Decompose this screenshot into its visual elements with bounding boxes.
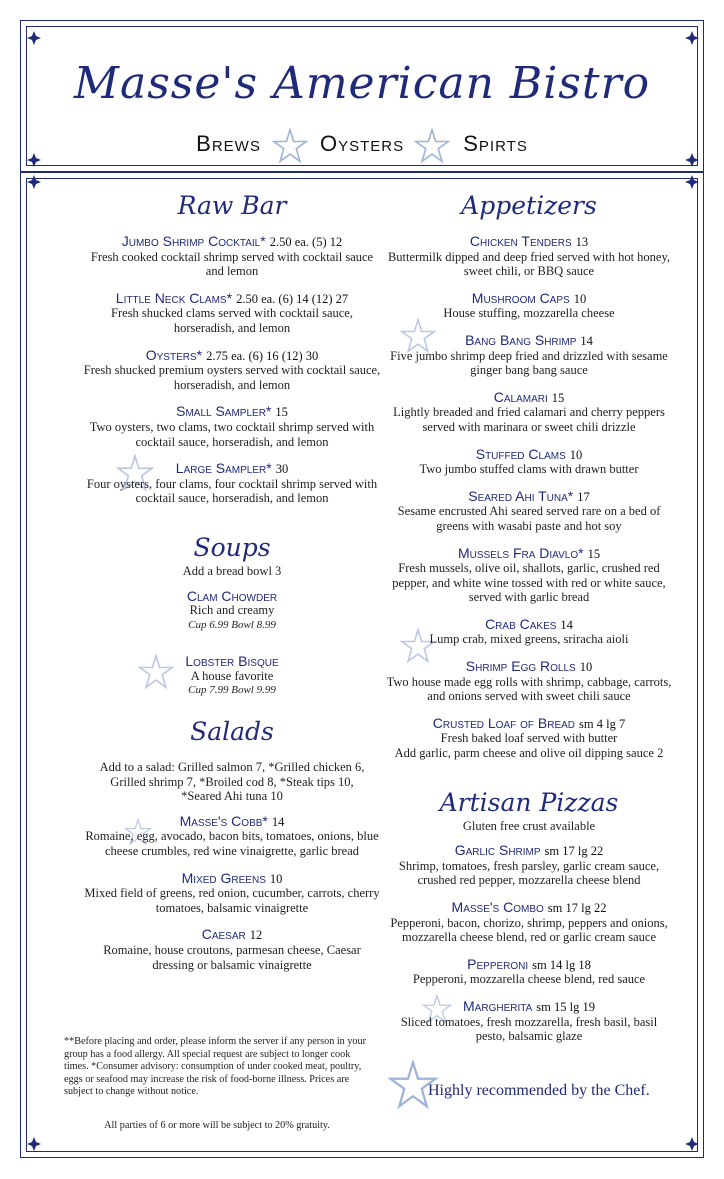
menu-item [386, 546, 672, 605]
item-price: 15 [587, 546, 601, 561]
menu-item [386, 333, 672, 378]
item-price: 15 [551, 390, 565, 405]
item-desc: Rich and creamy [189, 603, 275, 618]
salads-note: Add to a salad: Grilled salmon 7, *Grilled chicken 6, Grilled shrimp 7, *Broiled cod 8, *Steak tips 10, *Seared Ahi tuna 10 [99, 760, 365, 804]
item-name: Little Neck Clams* [115, 289, 233, 306]
item-name: Small Sampler* [176, 403, 272, 420]
item-desc: Fresh baked loaf served with butter [440, 731, 618, 746]
item-price: 15 [275, 405, 288, 420]
menu-item [82, 234, 382, 279]
item-price: 10 [579, 660, 593, 675]
item-price: 2.50 ea. (5) 12 [269, 235, 343, 249]
item-price: sm 17 lg 22 [547, 901, 607, 915]
item-price: sm 15 lg 19 [536, 999, 595, 1014]
item-name: Lobster Bisque [185, 653, 279, 670]
flourish-corner-icon [684, 30, 700, 46]
menu-item [386, 716, 672, 761]
item-extra: Add garlic, parm cheese and olive oil dipping sauce 2 [394, 746, 664, 761]
item-price: 12 [249, 928, 263, 943]
item-desc: Five jumbo shrimp deep fried and drizzled with sesame ginger bang bang sauce [390, 348, 668, 378]
soups-title: Soups [193, 532, 271, 562]
tagline [0, 131, 724, 157]
item-name: Masse's Combo [451, 899, 544, 915]
menu-item [386, 291, 672, 321]
item-desc: Shrimp, tomatoes, fresh parsley, garlic cream sauce, crushed red pepper, mozzarella cheese blend [398, 858, 660, 888]
item-name: Margherita [463, 997, 533, 1014]
item-desc: Pepperoni, mozzarella cheese blend, red sauce [412, 972, 646, 987]
item-price: sm 17 lg 22 [544, 844, 604, 859]
item-price: 30 [275, 462, 289, 477]
item-desc: A house favorite [190, 668, 274, 683]
menu-item [82, 814, 382, 859]
item-name: Mixed Greens [181, 869, 266, 886]
item-desc: Romaine, house croutons, parmesan cheese, Caesar dressing or balsamic vinaigrette [103, 943, 361, 972]
menu-item [386, 447, 672, 477]
item-price: 10 [569, 447, 583, 462]
menu-item [386, 234, 672, 279]
item-desc: Two oysters, two clams, two cocktail shrimp served with cocktail sauce, horseradish, and lemon [89, 419, 375, 449]
menu-item [386, 659, 672, 704]
item-name: Large Sampler* [175, 460, 272, 477]
restaurant-title: Masse's American Bistro [73, 58, 651, 109]
menu-item [386, 843, 672, 888]
item-price: 10 [269, 871, 283, 886]
item-desc: Fresh shucked premium oysters served with cocktail sauce, horseradish, and lemon [83, 363, 381, 392]
item-name: Jumbo Shrimp Cocktail* [121, 233, 266, 249]
tagline-oysters: Oysters [319, 131, 405, 156]
item-name: Garlic Shrimp [454, 842, 541, 859]
item-price: 14 [560, 617, 573, 632]
starfish-icon [272, 128, 308, 164]
flourish-corner-icon [26, 1136, 42, 1152]
item-desc: Lump crab, mixed greens, sriracha aioli [429, 632, 629, 647]
item-name: Shrimp Egg Rolls [465, 658, 576, 675]
menu-item [82, 927, 382, 972]
item-name: Stuffed Clams [475, 445, 566, 462]
flourish-corner-icon [684, 174, 700, 190]
menu-item [82, 404, 382, 449]
menu-item [386, 957, 672, 987]
menu-item [386, 900, 672, 945]
item-name: Bang Bang Shrimp [465, 331, 577, 348]
item-name: Crusted Loaf of Bread [432, 714, 576, 731]
item-price: 14 [580, 333, 593, 348]
salads-title: Salads [190, 717, 274, 747]
menu-item [386, 390, 672, 435]
chef-recommendation: Highly recommended by the Chef. [428, 1082, 650, 1099]
menu-item [82, 348, 382, 393]
item-name: Clam Chowder [186, 587, 278, 604]
menu-item [82, 654, 382, 698]
item-name: Mussels Fra Diavlo* [457, 544, 584, 561]
flourish-corner-icon [26, 174, 42, 190]
item-price: 17 [577, 489, 590, 504]
item-desc: Buttermilk dipped and deep fried served with hot honey, sweet chili, or BBQ sauce [387, 249, 671, 279]
item-name: Crab Cakes [485, 615, 557, 632]
flourish-corner-icon [26, 30, 42, 46]
item-name: Masse's Cobb* [179, 812, 268, 829]
soups-note: Add a bread bowl 3 [182, 563, 282, 578]
starfish-icon [414, 128, 450, 164]
item-desc: House stuffing, mozzarella cheese [443, 306, 615, 321]
menu-item [82, 461, 382, 506]
item-price: 2.75 ea. (6) 16 (12) 30 [206, 348, 319, 363]
item-price: 10 [573, 291, 587, 306]
menu-item [386, 999, 672, 1044]
item-sub: Cup 6.99 Bowl 8.99 [188, 618, 276, 631]
menu-item [386, 489, 672, 534]
item-desc: Lightly breaded and fried calamari and cherry peppers served with marinara or sweet chili drizzle [393, 405, 665, 434]
item-name: Mushroom Caps [471, 289, 570, 306]
menu-item [386, 617, 672, 647]
item-name: Pepperoni [467, 955, 529, 972]
item-desc: Pepperoni, bacon, chorizo, shrimp, peppers and onions, mozzarella cheese blend, red or garlic cream sauce [390, 915, 668, 945]
pizzas-note: Gluten free crust available [462, 818, 596, 833]
raw-bar-title: Raw Bar [177, 191, 287, 220]
item-price: 2.50 ea. (6) 14 (12) 27 [236, 291, 349, 306]
right-column [386, 190, 672, 1056]
item-price: sm 14 lg 18 [532, 957, 591, 972]
item-desc: Fresh cooked cocktail shrimp served with cocktail sauce and lemon [90, 249, 374, 279]
pizzas-title: Artisan Pizzas [439, 787, 619, 817]
flourish-corner-icon [684, 1136, 700, 1152]
item-price: sm 4 lg 7 [579, 716, 626, 731]
menu-item [82, 291, 382, 336]
gratuity-note: All parties of 6 or more will be subject to 20% gratuity. [104, 1120, 330, 1131]
item-desc: Four oysters, four clams, four cocktail shrimp served with cocktail sauce, horseradish, and lemon [86, 476, 378, 506]
item-name: Chicken Tenders [469, 233, 572, 249]
tagline-brews: Brews [196, 131, 261, 156]
item-price: 13 [575, 235, 589, 249]
allergy-footnote: **Before placing and order, please inform the server if any person in your group has a food allergy. All special request are subject to longer cook times. *Consumer advisory: consumption of under cooked meat, poultry, eggs or seafood may increase the risk of food-borne illness. Prices are subject to change without notice. [64, 1036, 366, 1097]
item-desc: Two jumbo stuffed clams with drawn butter [419, 462, 639, 477]
item-sub: Cup 7.99 Bowl 9.99 [188, 684, 276, 697]
item-name: Caesar [201, 926, 246, 943]
item-price: 14 [271, 814, 285, 829]
tagline-spirits: Spirts [463, 131, 528, 156]
item-desc: Fresh shucked clams served with cocktail sauce, horseradish, and lemon [111, 306, 353, 335]
item-desc: Romaine, egg, avocado, bacon bits, tomatoes, onions, blue cheese crumbles, red wine vinaigrette, garlic bread [85, 829, 379, 859]
item-desc: Mixed field of greens, red onion, cucumber, carrots, cherry tomatoes, balsamic vinaigrette [84, 886, 380, 915]
item-desc: Sesame encrusted Ahi seared served rare on a bed of greens with wasabi paste and hot soy [397, 504, 661, 533]
item-desc: Two house made egg rolls with shrimp, cabbage, carrots, and onions served with sweet chili sauce [386, 674, 672, 704]
item-desc: Fresh mussels, olive oil, shallots, garlic, crushed red pepper, and white wine tossed with red or white sauce, served with garlic bread [392, 561, 666, 605]
left-column [82, 190, 382, 984]
item-desc: Sliced tomatoes, fresh mozzarella, fresh basil, basil pesto, balsamic glaze [400, 1014, 658, 1044]
menu-item [82, 871, 382, 916]
item-name: Oysters* [145, 346, 203, 363]
appetizers-title: Appetizers [461, 191, 597, 220]
menu-item [82, 589, 382, 633]
item-name: Seared Ahi Tuna* [468, 487, 574, 504]
item-name: Calamari [493, 388, 548, 405]
